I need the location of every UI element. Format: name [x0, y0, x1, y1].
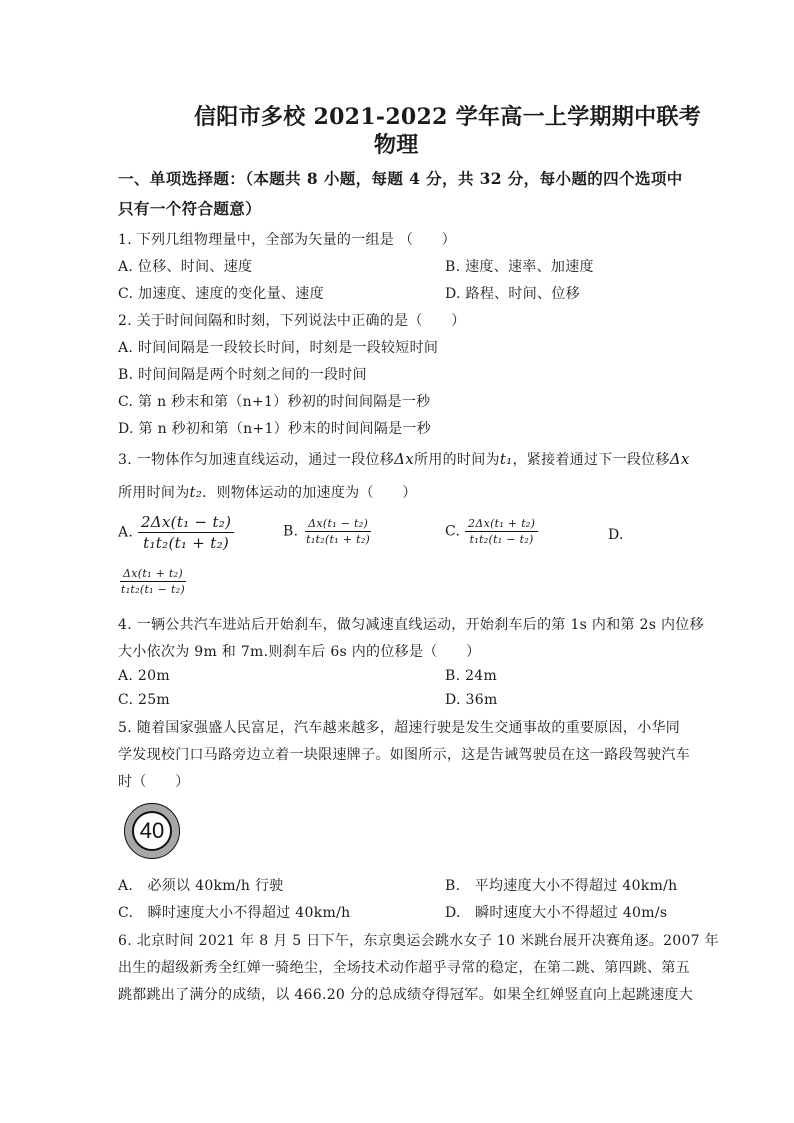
speed-limit-sign-icon — [124, 803, 180, 859]
question-5-stem-line2: 学发现校门口马路旁边立着一块限速牌子。如图所示，这是告诫驾驶员在这一路段驾驶汽车 — [118, 747, 690, 763]
q2-option-a[interactable]: A. 时间间隔是一段较长时间，时刻是一段较短时间 — [118, 340, 439, 356]
q1-option-b[interactable]: B. 速度、速率、加速度 — [445, 259, 594, 275]
fraction-denominator: t₁t₂(t₁ + t₂) — [306, 533, 371, 546]
question-3-stem-line1 — [118, 449, 690, 469]
page-title: 信阳市多校 2021-2022 学年高一上学期期中联考 — [194, 104, 702, 130]
q5-option-a[interactable]: A. 必须以 40km/h 行驶 — [118, 878, 284, 894]
q4-option-c[interactable]: C. 25m — [118, 692, 171, 708]
q3-t1-symbol: t₁ — [499, 450, 513, 468]
q3-option-a-fraction — [138, 513, 234, 552]
speed-limit-value: 40 — [132, 811, 172, 851]
q3-option-d-fraction — [118, 567, 188, 596]
fraction-denominator: t₁t₂(t₁ + t₂) — [143, 534, 230, 552]
q2-option-b[interactable]: B. 时间间隔是两个时刻之间的一段时间 — [118, 367, 367, 383]
q3-option-b[interactable] — [283, 517, 373, 546]
q3-option-label: A. — [118, 524, 134, 541]
question-3-stem-line2 — [118, 482, 417, 502]
fraction-denominator: t₁t₂(t₁ − t₂) — [121, 583, 186, 596]
question-4-stem-line1: 4. 一辆公共汽车进站后开始刹车，做匀减速直线运动，开始刹车后的第 1s 内和第 2s 内位移 — [118, 617, 704, 633]
q5-option-c[interactable]: C. 瞬时速度大小不得超过 40km/h — [118, 905, 351, 921]
fraction-denominator: t₁t₂(t₁ − t₂) — [469, 533, 534, 546]
q3-option-label: B. — [283, 523, 299, 540]
q3-dx-symbol: Δx — [669, 450, 690, 468]
question-6-line2: 出生的超级新秀全红婵一骑绝尘，全场技术动作超乎寻常的稳定，在第二跳、第四跳、第五 — [118, 960, 690, 976]
q3-stem-text: ．则物体运动的加速度为（ ） — [202, 485, 417, 501]
q5-option-b[interactable]: B. 平均速度大小不得超过 40km/h — [445, 878, 678, 894]
q3-stem-text: 所用的时间为 — [414, 452, 500, 468]
q4-option-d[interactable]: D. 36m — [445, 692, 498, 708]
fraction-numerator: Δx(t₁ + t₂) — [120, 567, 186, 582]
q2-option-c[interactable]: C. 第 n 秒末和第（n+1）秒初的时间间隔是一秒 — [118, 394, 431, 410]
q3-stem-text: 所用时间为 — [118, 485, 190, 501]
fraction-numerator: 2Δx(t₁ + t₂) — [465, 517, 538, 532]
q1-option-d[interactable]: D. 路程、时间、位移 — [445, 286, 580, 302]
q3-dx-symbol: Δx — [394, 450, 415, 468]
q3-option-label: C. — [445, 523, 461, 540]
q3-option-b-fraction — [303, 517, 373, 546]
question-6-line1: 6. 北京时间 2021 年 8 月 5 日下午，东京奥运会跳水女子 10 米跳台展开决赛角逐。2007 年 — [118, 933, 719, 949]
q3-option-d[interactable] — [118, 567, 188, 596]
question-5-stem-line1: 5. 随着国家强盛人民富足，汽车越来越多，超速行驶是发生交通事故的重要原因，小华同 — [118, 720, 681, 736]
q1-option-a[interactable]: A. 位移、时间、速度 — [118, 259, 253, 275]
q3-stem-text: 3. 一物体作匀加速直线运动，通过一段位移 — [118, 452, 395, 468]
question-1-stem: 1. 下列几组物理量中，全部为矢量的一组是 （ ） — [118, 232, 457, 248]
q2-option-d[interactable]: D. 第 n 秒初和第（n+1）秒末的时间间隔是一秒 — [118, 421, 431, 437]
question-6-line3: 跳都跳出了满分的成绩，以 466.20 分的总成绩夺得冠军。如果全红婵竖直向上起跳速度大 — [118, 987, 694, 1003]
q3-stem-text: ，紧接着通过下一段位移 — [512, 452, 670, 468]
section-heading: 一、单项选择题：（本题共 8 小题，每题 4 分，共 32 分，每小题的四个选项中 — [118, 169, 683, 188]
fraction-numerator: Δx(t₁ − t₂) — [305, 517, 371, 532]
question-4-stem-line2: 大小依次为 9m 和 7m.则刹车后 6s 内的位移是（ ） — [118, 644, 481, 660]
q3-option-a[interactable] — [118, 513, 234, 552]
q3-option-d-label[interactable]: D. — [608, 527, 624, 543]
speed-limit-sign — [124, 803, 180, 863]
q1-option-c[interactable]: C. 加速度、速度的变化量、速度 — [118, 286, 324, 302]
q3-option-c[interactable] — [445, 517, 538, 546]
question-2-stem: 2. 关于时间间隔和时刻，下列说法中正确的是（ ） — [118, 313, 466, 329]
q3-t2-symbol: t₂ — [189, 483, 203, 501]
fraction-numerator: 2Δx(t₁ − t₂) — [138, 513, 234, 533]
page-subtitle: 物理 — [374, 132, 419, 158]
q5-option-d[interactable]: D. 瞬时速度大小不得超过 40m/s — [445, 905, 668, 921]
q4-option-a[interactable]: A. 20m — [118, 668, 170, 684]
question-5-stem-line3: 时（ ） — [118, 774, 190, 790]
q4-option-b[interactable]: B. 24m — [445, 668, 498, 684]
section-heading-cont: 只有一个符合题意） — [118, 199, 262, 218]
q3-option-c-fraction — [465, 517, 538, 546]
